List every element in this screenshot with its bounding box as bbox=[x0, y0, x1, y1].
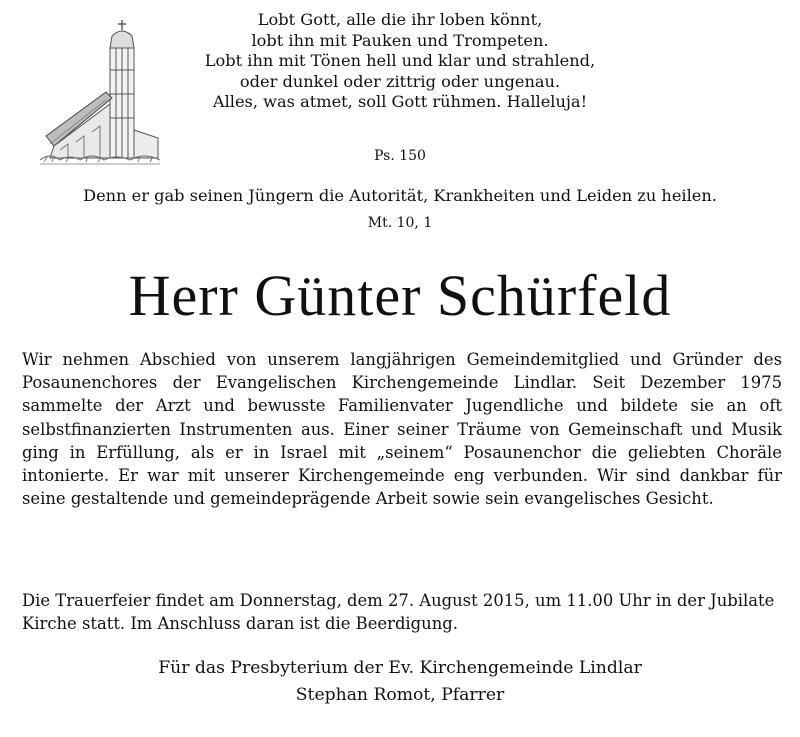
obituary-paragraph: Wir nehmen Abschied von unserem langjährigen Gemeindemitglied und Gründer des Posaunenchores der Evangelischen Kirchengemeinde Lindlar. Seit Dezember 1975 sammelte der Arzt und bewusste Familienvater Jugendliche und bildete sie an oft selbstfinanzierten Instrumenten aus. Einer seiner Träume von Gemeinschaft und Musik ging in Erfüllung, als er in Israel mit „seinem“ Posaunenchor die geliebten Choräle intonierte. Er war mit unserer Kirchengemeinde eng verbunden. Wir sind dankbar für seine gestaltende und gemeindeprägende Arbeit sowie sein evangelisches Gesicht. bbox=[22, 350, 782, 509]
psalm-line: Lobt Gott, alle die ihr loben könnt, bbox=[257, 10, 543, 29]
bible-verse: Denn er gab seinen Jüngern die Autorität, Krankheiten und Leiden zu heilen. bbox=[83, 186, 717, 205]
signature-block bbox=[0, 655, 800, 709]
funeral-notice: Die Trauerfeier findet am Donnerstag, dem 27. August 2015, um 11.00 Uhr in der Jubilate Kirche statt. Im Anschluss daran ist die Beerdigung. bbox=[22, 591, 775, 634]
psalm-line: lobt ihn mit Pauken und Trompeten. bbox=[251, 30, 549, 50]
psalm-quote bbox=[160, 10, 640, 113]
psalm-reference: Ps. 150 bbox=[374, 148, 426, 164]
psalm-line: Lobt ihn mit Tönen hell und klar und strahlend, bbox=[204, 51, 596, 71]
church-illustration bbox=[40, 18, 160, 168]
signature-name: Stephan Romot, Pfarrer bbox=[295, 685, 505, 705]
psalm-line: Alles, was atmet, soll Gott rühmen. Halleluja! bbox=[212, 92, 588, 112]
verse-reference: Mt. 10, 1 bbox=[367, 215, 433, 231]
psalm-line: oder dunkel oder zittrig oder ungenau. bbox=[239, 71, 561, 91]
signature-organization: Für das Presbyterium der Ev. Kirchengemeinde Lindlar bbox=[158, 658, 642, 678]
deceased-name: Herr Günter Schürfeld bbox=[128, 263, 672, 328]
church-icon bbox=[40, 18, 160, 168]
